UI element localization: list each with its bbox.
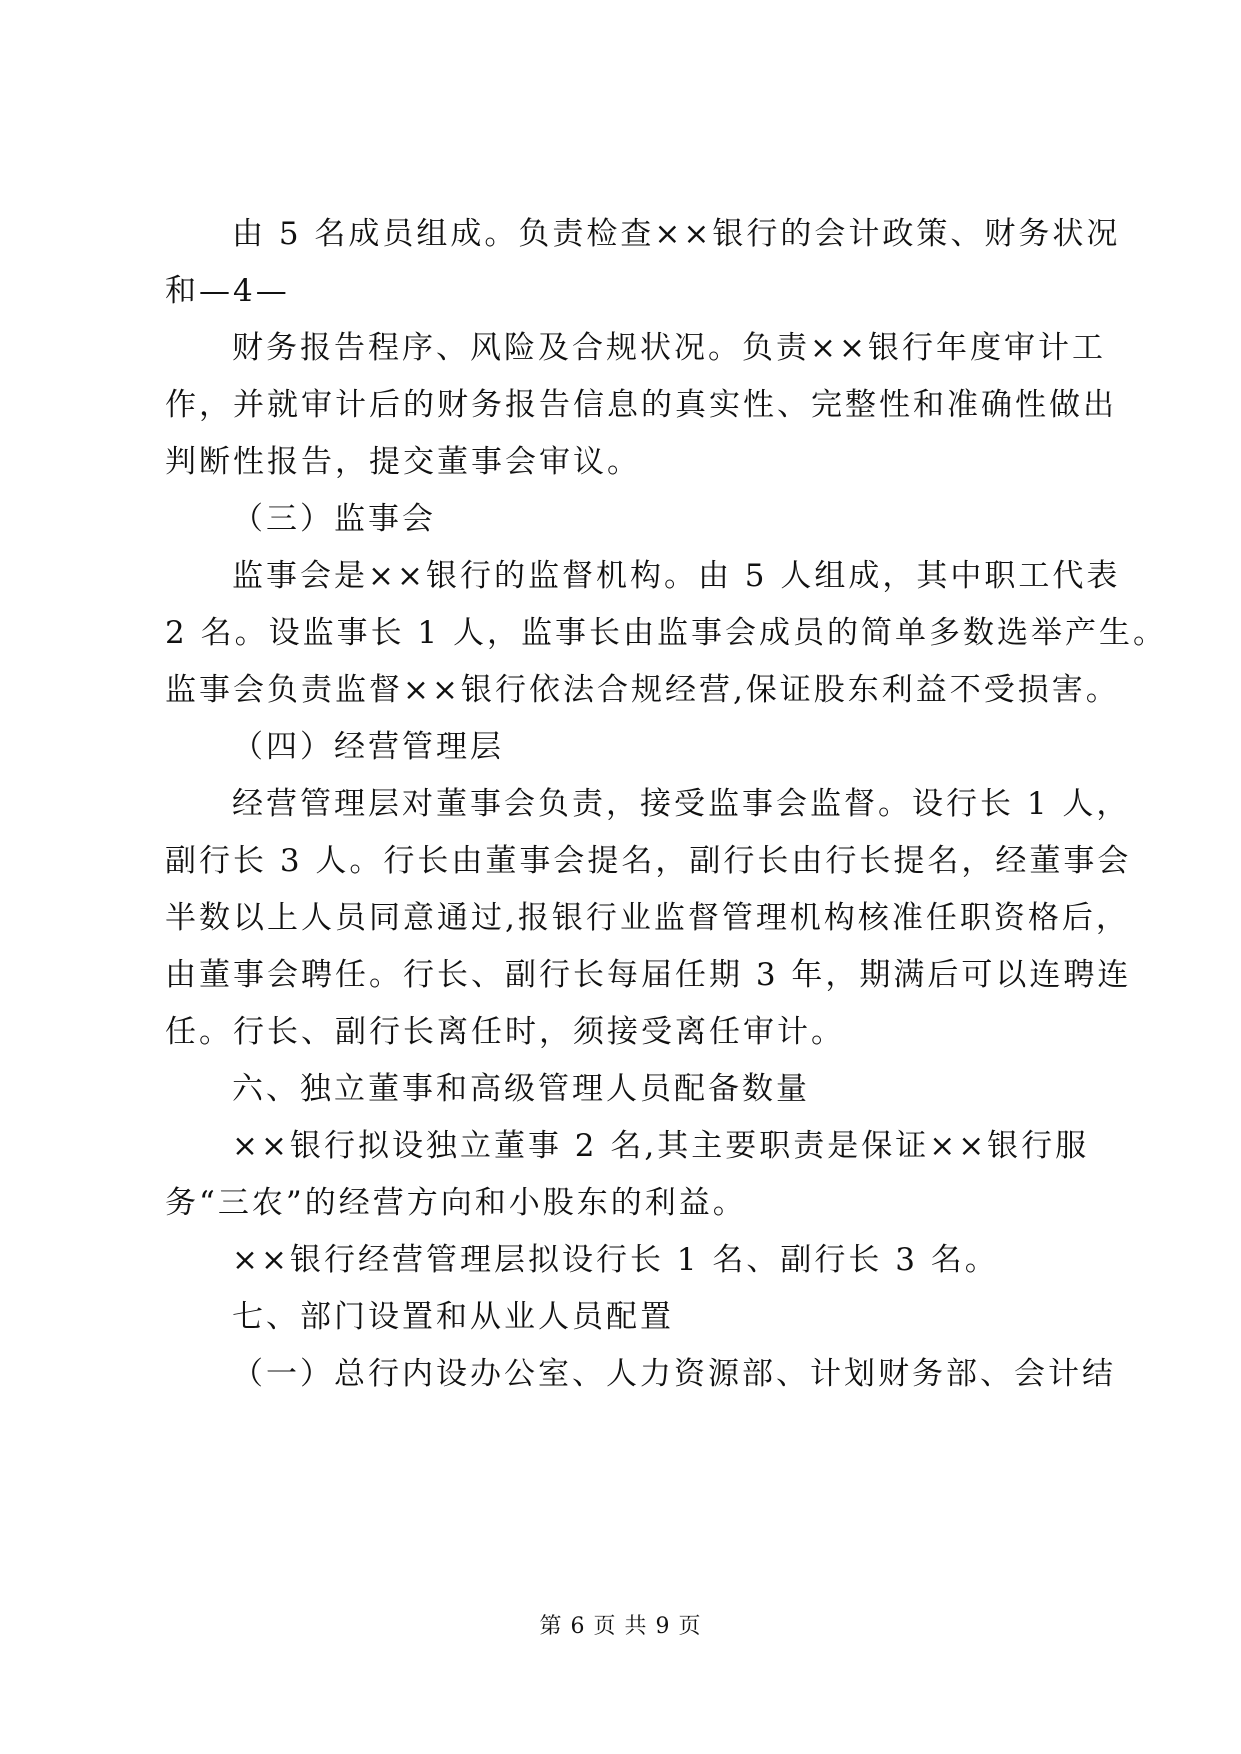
- body-line-3: 财务报告程序、风险及合规状况。负责××银行年度审计工: [232, 330, 1106, 366]
- section-heading-management: （四）经营管理层: [232, 729, 504, 765]
- body-line-14: 由董事会聘任。行长、副行长每届任期 3 年，期满后可以连聘连: [165, 957, 1132, 993]
- body-line-5: 判断性报告，提交董事会审议。: [165, 444, 641, 480]
- body-line-15: 任。行长、副行长离任时，须接受离任审计。: [165, 1014, 845, 1050]
- body-line-8: 2 名。设监事长 1 人，监事长由监事会成员的简单多数选举产生。: [165, 615, 1168, 651]
- body-line-21: （一）总行内设办公室、人力资源部、计划财务部、会计结: [232, 1356, 1116, 1392]
- body-line-4: 作，并就审计后的财务报告信息的真实性、完整性和准确性做出: [165, 387, 1117, 423]
- section-heading-seven: 七、部门设置和从业人员配置: [232, 1299, 674, 1335]
- section-heading-six: 六、独立董事和高级管理人员配备数量: [232, 1071, 810, 1107]
- section-heading-supervisory-board: （三）监事会: [232, 501, 436, 537]
- body-line-11: 经营管理层对董事会负责，接受监事会监督。设行长 1 人，: [232, 786, 1131, 822]
- body-line-12: 副行长 3 人。行长由董事会提名，副行长由行长提名，经董事会: [165, 843, 1132, 879]
- body-line-17: ××银行拟设独立董事 2 名,其主要职责是保证××银行服: [232, 1128, 1090, 1164]
- body-line-18: 务“三农”的经营方向和小股东的利益。: [165, 1185, 747, 1221]
- body-line-13: 半数以上人员同意通过,报银行业监督管理机构核准任职资格后，: [165, 900, 1130, 936]
- body-line-2: 和—4—: [165, 273, 290, 309]
- body-line-19: ××银行经营管理层拟设行长 1 名、副行长 3 名。: [232, 1242, 999, 1278]
- body-line-9: 监事会负责监督××银行依法合规经营,保证股东利益不受损害。: [165, 672, 1120, 708]
- body-line-1: 由 5 名成员组成。负责检查××银行的会计政策、财务状况: [232, 216, 1121, 252]
- page-number-footer: 第 6 页 共 9 页: [539, 1614, 702, 1639]
- body-line-7: 监事会是××银行的监督机构。由 5 人组成，其中职工代表: [232, 558, 1121, 594]
